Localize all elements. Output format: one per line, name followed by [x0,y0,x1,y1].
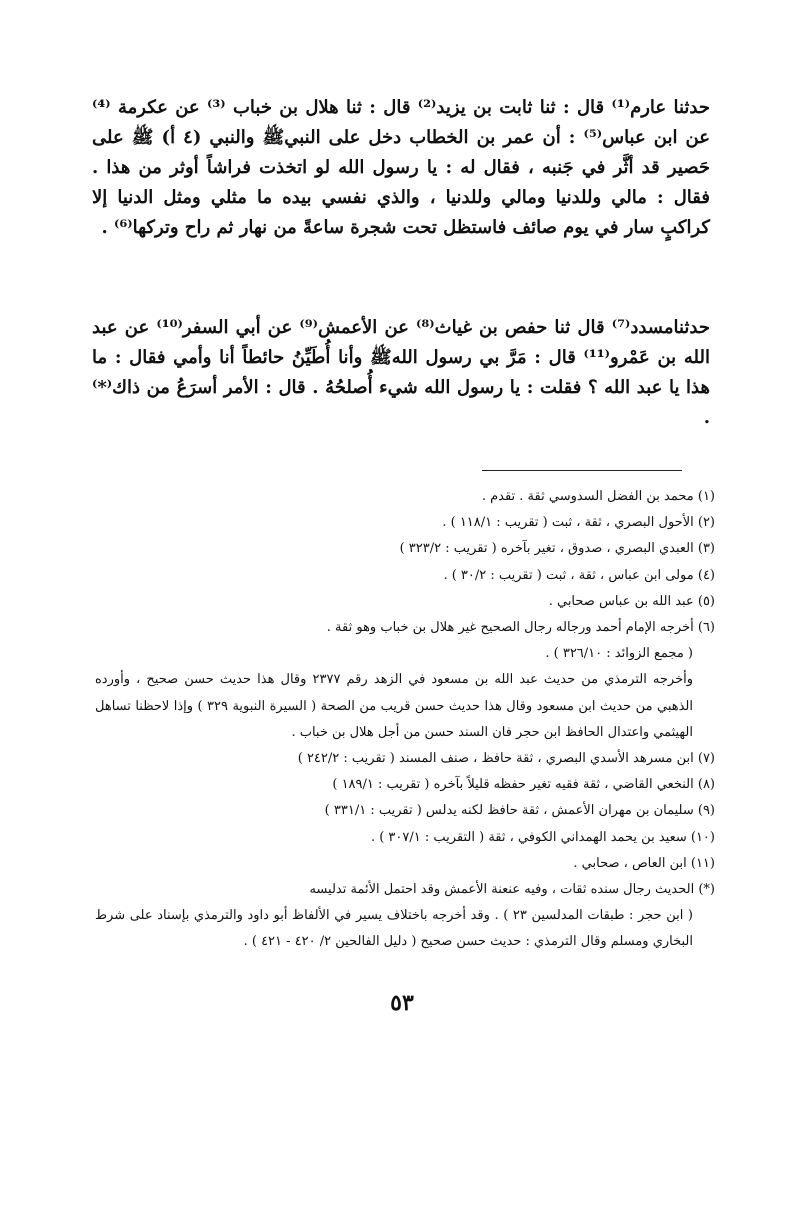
footnote-10: (١٠) سعيد بن يحمد الهمداني الكوفي ، ثقة ( التقريب : ٣٠٧/١ ) . [370,829,715,845]
footnote-8: (٨) النخعي القاضي ، ثقة فقيه تغير حفظه قليلاً بآخره ( تقريب : ١٨٩/١ ) [332,777,715,793]
main-paragraph-2: حدثنامسدد⁽⁷⁾ قال ثنا حفص بن غياث⁽⁸⁾ عن الأعمش⁽⁹⁾ عن أبي السفر⁽¹⁰⁾ عن عبد الله بن عَمْرو⁽¹¹⁾ قال : مَرَّ بي رسول اللهﷺ وأنا أُطَيِّنُ حائطاً أنا وأمي فقال : ما هذا يا عبد الله ؟ فقلت : يا رسول الله شيء أُصلحُهُ . قال : الأمر أسرَعُ من ذاك⁽*⁾ . [92,317,710,428]
footnote-3: (٣) العبدي البصري ، صدوق ، تغير بآخره ( تقريب : ٣٢٣/٢ ) [399,541,715,557]
footnote-star: (*) الحديث رجال سنده ثقات ، وفيه عنعنة الأعمش وقد احتمل الأئمة تدليسه [309,882,715,898]
footnote-star-continuation: ( ابن حجر : طبقات المدلسين ٢٣ ) . وقد أخرجه باختلاف يسير في الألفاظ أبو داود والترمذي بإسناد على شرط البخاري ومسلم وقال الترمذي : حديث حسن صحيح ( دليل الفالحين ٢/ ٤٢٠ - ٤٢١ ) . [95,908,693,950]
page-number: ٥٣ [390,990,414,1016]
footnote-2: (٢) الأحول البصري ، ثقة ، ثبت ( تقريب : ١١٨/١ ) . [442,515,715,531]
footnote-1: (١) محمد بن الفضل السدوسي ثقة . تقدم . [481,489,715,504]
footnote-11: (١١) ابن العاص ، صحابي . [573,855,715,871]
footnote-9: (٩) سليمان بن مهران الأعمش ، ثقة حافظ لكنه يدلس ( تقريب : ٣٣١/١ ) [324,803,715,819]
footnote-7: (٧) ابن مسرهد الأسدي البصري ، ثقة حافظ ، صنف المسند ( تقريب : ٢٤٢/٢ ) [297,751,715,767]
footnote-6-source: ( مجمع الزوائد : ٣٢٦/١٠ ) . [545,646,693,662]
footnote-4: (٤) مولى ابن عباس ، ثقة ، ثبت ( تقريب : ٣٠/٢ ) . [443,567,715,583]
footnotes-list [95,484,715,956]
footnote-separator [482,470,682,471]
footnote-6-continuation: وأخرجه الترمذي من حديث عبد الله بن مسعود في الزهد رقم ٢٣٧٧ وقال هذا حديث حسن صحيح ، وأورده الذهبي من حديث ابن مسعود وقال هذا حديث حسن قريب من الصحة ( السيرة النبوية ٣٢٩ ) وإذا لاحظنا تساهل الهيثمي واعتدال الحافظ ابن حجر فان السند حسن من أجل هلال بن خباب . [95,672,693,740]
footnote-6: (٦) أخرجه الإمام أحمد ورجاله رجال الصحيح غير هلال بن خباب وهو ثقة . [326,620,715,636]
main-paragraph-1: حدثنا عارم⁽¹⁾ قال : ثنا ثابت بن يزيد⁽²⁾ قال : ثنا هلال بن خباب ⁽³⁾ عن عكرمة ⁽⁴⁾ عن ابن عباس⁽⁵⁾ : أن عمر بن الخطاب دخل على النبيﷺ والنبي (٤ أ) ﷺ على حَصير قد أثَّر في جَنبه ، فقال له : يا رسول الله لو اتخذت فراشاً أوثر من هذا . فقال : مالي وللدنيا ومالي وللدنيا ، والذي نفسي بيده ما مثلي ومثل الدنيا إلا كراكبٍ سار في يوم صائف فاستظل تحت شجرة ساعةً من نهار ثم راح وتركها⁽⁶⁾ . [92,97,711,238]
footnote-5: (٥) عبد الله بن عباس صحابي . [548,593,715,609]
